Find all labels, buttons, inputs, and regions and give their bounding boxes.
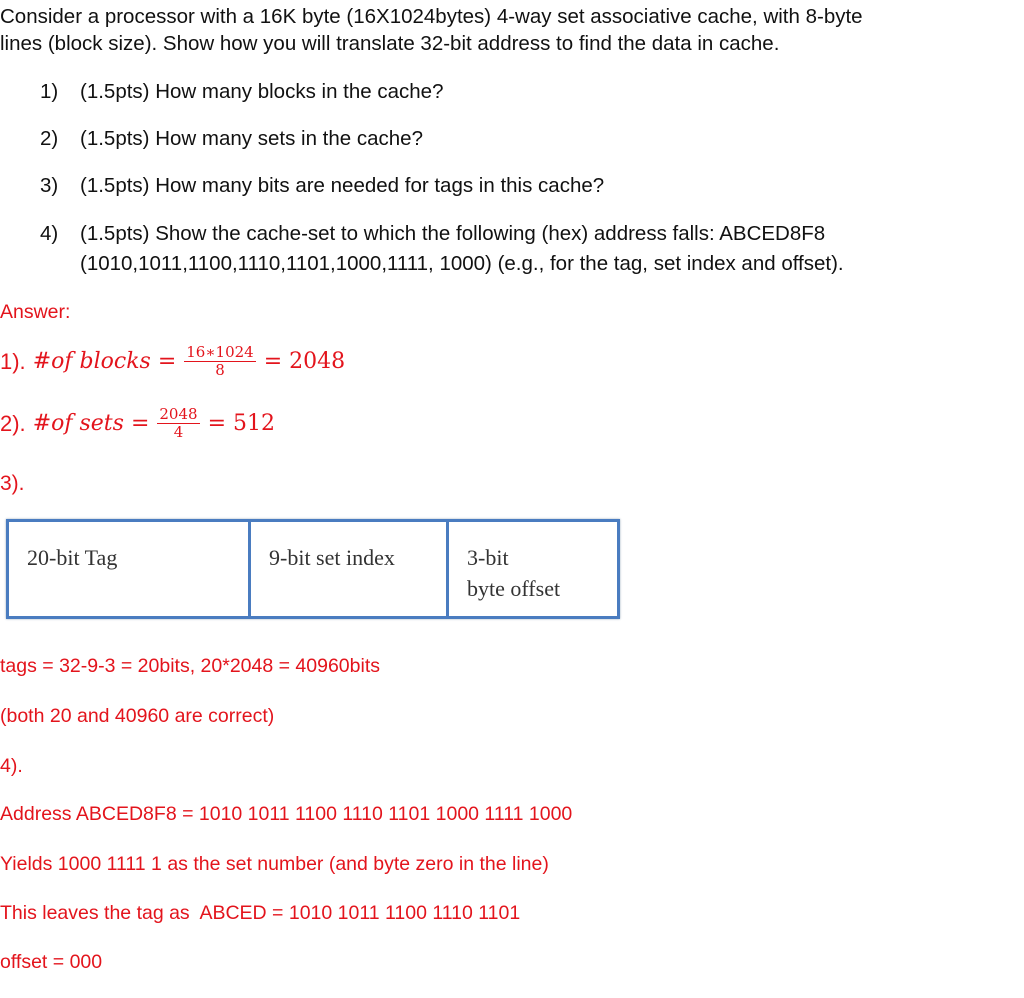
fraction — [157, 406, 199, 441]
item-number: 4) — [40, 222, 59, 245]
formula-result: = 512 — [207, 411, 275, 436]
offset-field-cell — [449, 522, 617, 616]
answer-line-note: (both 20 and 40960 are correct) — [0, 705, 275, 727]
denominator: 4 — [173, 423, 184, 441]
answer-line-address: Address ABCED8F8 = 1010 1011 1100 1110 1101 1000 1111 1000 — [0, 803, 573, 825]
question-intro-line-1: Consider a processor with a 16K byte (16X1024bytes) 4-way set associative cache, with 8-byte — [0, 5, 863, 28]
fraction — [184, 344, 255, 379]
set-index-field-cell: 9-bit set index — [251, 522, 449, 616]
formula-lhs: #of sets — [32, 411, 124, 436]
answer-heading: Answer: — [0, 301, 71, 323]
numerator: 16∗1024 — [186, 343, 254, 361]
answer-label: 2). — [0, 410, 26, 436]
numerator: 2048 — [159, 405, 198, 423]
item-text: (1.5pts) How many sets in the cache? — [80, 127, 423, 150]
answer-1-formula — [0, 344, 345, 379]
address-breakdown-table — [6, 519, 620, 619]
answer-4-label: 4). — [0, 755, 23, 777]
item-number: 1) — [40, 80, 59, 103]
item-text: (1.5pts) How many bits are needed for tags in this cache? — [80, 174, 605, 197]
offset-field-line-1: 3-bit — [467, 545, 509, 570]
equals-sign: = — [157, 349, 177, 374]
question-intro-line-2: lines (block size). Show how you will translate 32-bit address to find the data in cache. — [0, 32, 780, 55]
tag-field-cell: 20-bit Tag — [9, 522, 251, 616]
answer-line-set: Yields 1000 1111 1 as the set number (and byte zero in the line) — [0, 853, 549, 875]
item-number: 3) — [40, 174, 59, 197]
item-text: (1.5pts) How many blocks in the cache? — [80, 80, 444, 103]
formula-lhs: #of blocks — [32, 349, 151, 374]
question-item-4 — [0, 219, 1000, 279]
item-text: (1.5pts) Show the cache-set to which the following (hex) address falls: ABCED8F8 — [80, 222, 826, 245]
denominator: 8 — [215, 361, 225, 379]
formula-result: = 2048 — [263, 349, 346, 374]
answer-2-formula — [0, 406, 275, 441]
item-text-continued: (1010,1011,1100,1110,1101,1000,1111, 1000) (e.g., for the tag, set index and offset). — [80, 252, 844, 275]
item-number: 2) — [40, 127, 59, 150]
answer-label: 1). — [0, 348, 26, 374]
offset-field-line-2: byte offset — [467, 576, 561, 601]
answer-3-label: 3). — [0, 472, 25, 495]
answer-line-offset: offset = 000 — [0, 951, 103, 973]
equals-sign: = — [130, 411, 150, 436]
answer-line-tags: tags = 32-9-3 = 20bits, 20*2048 = 40960bits — [0, 655, 380, 677]
answer-line-tag: This leaves the tag as ABCED = 1010 1011 1100 1110 1101 — [0, 902, 521, 924]
